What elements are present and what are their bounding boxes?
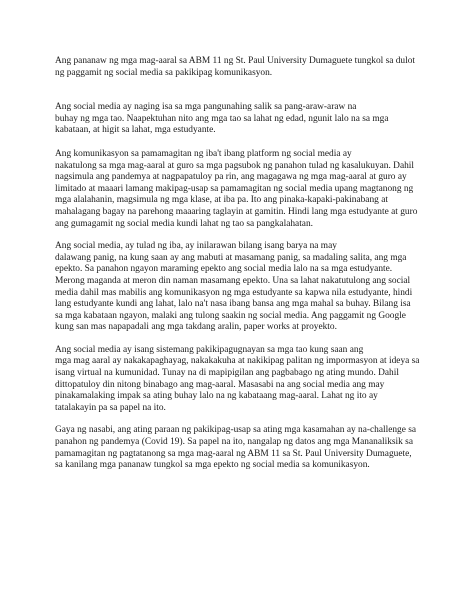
paragraph-effects: Ang social media, ay tulad ng iba, ay inilarawan bilang isang barya na may dalawang panig, na kung saan ay ang mabuti at masamang panig, sa madaling salita, ang mga epekto. Sa panahon ngayon maraming epekto ang social media lalo na sa mga estudyante. Merong maganda at meron din naman masamang epekto. Una sa lahat nakatutulong ang social media dahil mas mabilis ang komunikasyon ng mga estudyante sa kapwa nila estudyante, hindi lang estudyante kundi ang lahat, lalo na't nasa ibang bansa ang mga mahal sa buhay. Bilang isa sa mga kabataan ngayon, malaki ang tulong saakin ng social media. Ang paggamit ng Google kung san mas napapadali ang mga takdang aralin, paper works at proyekto. [55,241,413,333]
document-body [55,56,427,472]
paragraph-system: Ang social media ay isang sistemang pakikipagugnayan sa mga tao kung saan ang mga mag aaral ay nakakapaghayag, nakakakuha at nakikipag palitan ng impormasyon at ideya sa isang virtual na kumunidad. Tunay na di mapipigilan ang pagbabago ng ating mundo. Dahil dittopatuloy din nitong binabago ang mag-aaral. Masasabi na ang social media ang may pinakamalaking impak sa ating buhay lalo na ng kabataang mag-aaral. Lahat ng ito ay tatalakayin pa sa papel na ito. [55,344,420,413]
document-title: Ang pananaw ng mga mag-aaral sa ABM 11 ng St. Paul University Dumaguete tungkol sa dulot ng paggamit ng social media sa pakikipag komunikasyon. [55,56,416,78]
paragraph-communication: Ang komunikasyon sa pamamagitan ng iba't ibang platform ng social media ay nakatulong sa mga mag-aaral at guro sa mga pagsubok ng panahon tulad ng kasalukuyan. Dahil nagsimula ang pandemya at nagpapatuloy pa rin, ang magagawa ng mga mag-aaral at guro ay limitado at maaari lamang makipag-usap sa pamamagitan ng social media upang magtanong ng mga alalahanin, magsimula ng mga klase, at iba pa. Ito ang pinaka-kapaki-pakinabang at mahalagang bagay na parehong maaaring taglayin at gamitin. Hindi lang mga estudyante at guro ang gumagamit ng social media kundi lahat ng tao sa pangkalahatan. [55,148,418,229]
paragraph-purpose: Gaya ng nasabi, ang ating paraan ng pakikipag-usap sa ating mga kasamahan ay na-challenge sa panahon ng pandemya (Covid 19). Sa papel na ito, nangalap ng datos ang mga Mananaliksik sa pamamagitan ng pagtatanong sa mga mag-aaral ng ABM 11 sa St. Paul University Dumaguete, sa kanilang mga pananaw tungkol sa mga epekto ng social media sa komunikasyon. [55,425,417,471]
paragraph-intro: Ang social media ay naging isa sa mga pangunahing salik sa pang-araw-araw na buhay ng mga tao. Naapektuhan nito ang mga tao sa lahat ng edad, ngunit lalo na sa mga kabataan, at higit sa lahat, mga estudyante. [55,102,389,136]
